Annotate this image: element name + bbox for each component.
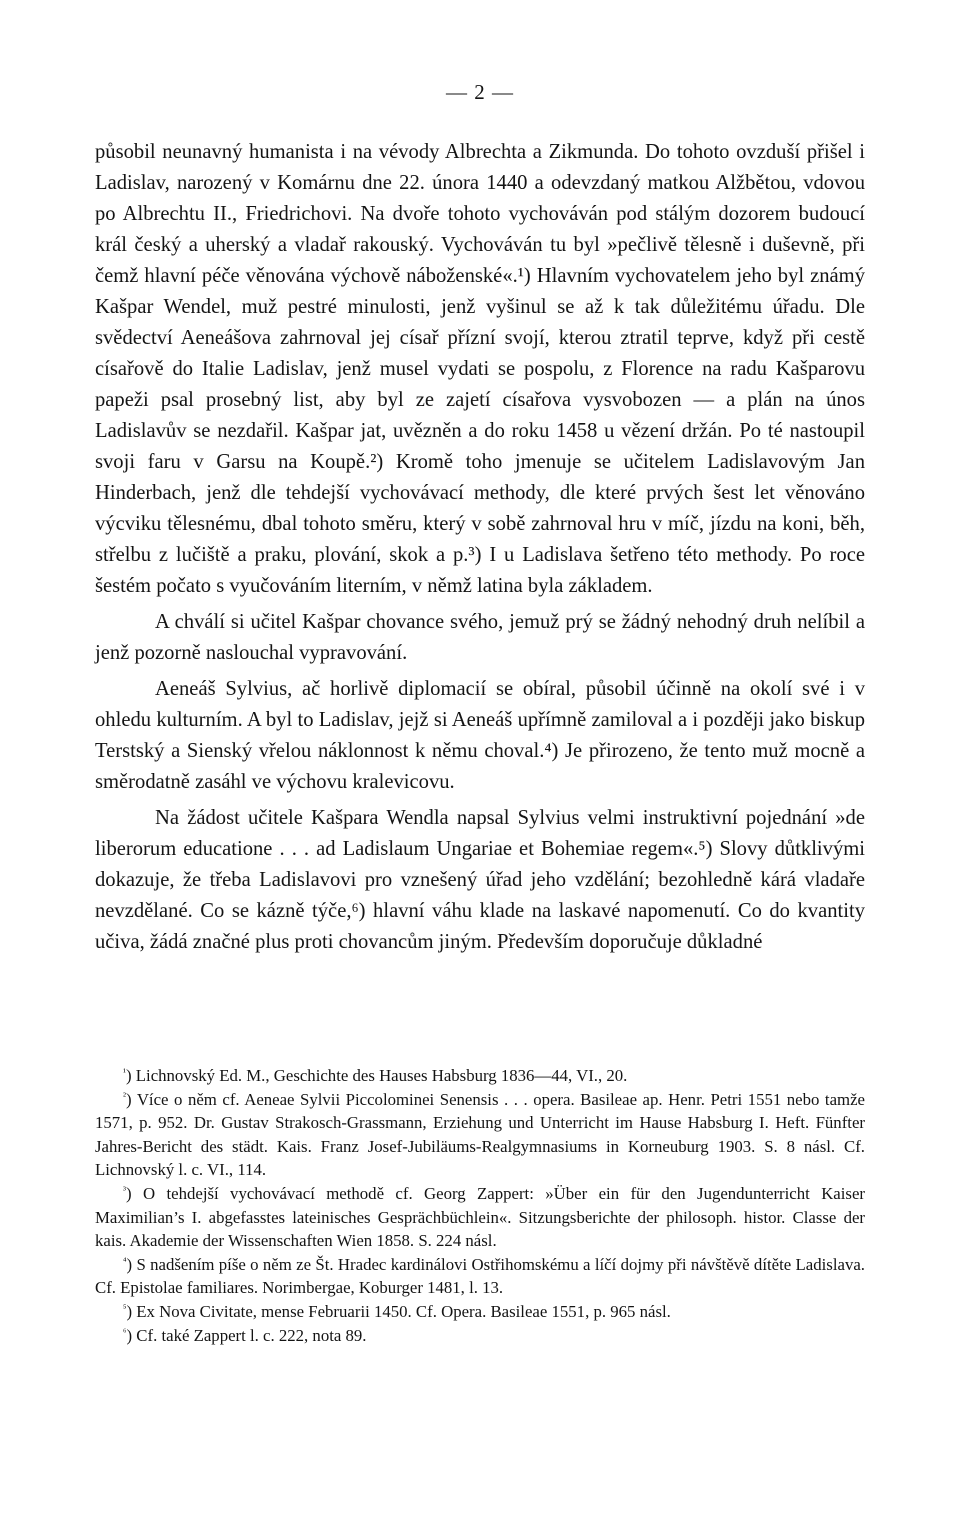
footnote-mark: ¹: [123, 1067, 126, 1078]
paragraph: Aeneáš Sylvius, ač horlivě diplomacií se obíral, působil účinně na okolí své i v ohledu kulturním. A byl to Ladislav, jejž si Aeneáš upřímně zamiloval a i později jako biskup Terstský a Sienský vřelou náklonnost k němu choval.⁴) Je přirozeno, že tento muž mocně a směrodatně zasáhl ve výchovu kralevicovu.: [95, 678, 865, 793]
footnote-mark: ⁶: [123, 1326, 127, 1338]
paragraph: Na žádost učitele Kašpara Wendla napsal Sylvius velmi instruktivní pojednání »de liberorum educatione . . . ad Ladislaum Ungariae et Bohemiae regem«.⁵) Slovy důtklivými dokazuje, že třeba Ladislavovi pro vznešený úřad jeho vzdělání; bezohledně kárá vladaře nevzdělané. Co se kázně týče,⁶) hlavní váhu klade na laskavé napomenutí. Co do kvantity učiva, žádá značné plus proti chovancům jiným. Především doporučuje důkladné: [95, 807, 865, 953]
footnote-text: ) Více o něm cf. Aeneae Sylvii Piccolominei Senensis . . . opera. Basileae ap. Henr. Petri 1551 nebo tamže 1571, p. 952. Dr. Gustav Strakosch-Grassmann, Erziehung und Unterricht im Hause Habsburg I. Heft. Fünfter Jahres-Bericht des städt. Kais. Franz Josef-Jubiläums-Realgymnasiums in Korneuburg 1903. S. 8 násl. Cf. Lichnovský l. c. VI., 114.: [95, 1089, 865, 1180]
footnote: [95, 1300, 865, 1324]
footnote: [95, 1182, 865, 1253]
footnote-text: ) Cf. také Zappert l. c. 222, nota 89.: [126, 1325, 367, 1345]
footnote-mark: ³: [123, 1184, 126, 1196]
footnote: [95, 1253, 865, 1300]
footnote: [95, 1064, 865, 1088]
footnote-text: ) Lichnovský Ed. M., Geschichte des Hauses Habsburg 1836—44, VI., 20.: [126, 1066, 628, 1085]
footnote: [95, 1088, 865, 1182]
footnote-text: ) Ex Nova Civitate, mense Februarii 1450. Cf. Opera. Basileae 1551, p. 965 násl.: [126, 1301, 671, 1321]
footnote-text: ) S nadšením píše o něm ze Št. Hradec kardinálovi Ostřihomskému a líčí dojmy při návštěvě dítěte Ladislava. Cf. Epistolae familiares. Norimbergae, Koburger 1481, l. 13.: [95, 1254, 865, 1298]
footnote-mark: ⁵: [123, 1302, 127, 1314]
footnote: [95, 1324, 865, 1348]
footnote-text: ) O tehdejší vychovávací methodě cf. Georg Zappert: »Über ein für den Jugendunterricht Kaiser Maximilian’s I. abgefasstes lateinisches Gesprächbüchlein«. Sitzungsberichte der philosoph. histor. Classe der kais. Akademie der Wissenschaften Wien 1858. S. 224 násl.: [95, 1183, 865, 1251]
paragraph: působil neunavný humanista i na vévody Albrechta a Zikmunda. Do tohoto ovzduší přišel i Ladislav, narozený v Komárnu dne 22. února 1440 a odevzdaný matkou Alžbětou, vdovou po Albrechtu II., Friedrichovi. Na dvoře tohoto vychováván pod stálým dozorem budoucí král český a uherský a vladař rakouský. Vychováván tu byl »pečlivě tělesně i duševně, při čemž hlavní péče věnována výchově náboženské«.¹) Hlavním vychovatelem jeho byl známý Kašpar Wendel, muž pestré minulosti, jenž vyšinul se až k tak důležitému úřadu. Dle svědectví Aeneášova zahrnoval jej císař přízní svojí, kterou ztratil teprve, když při cestě císařově do Italie Ladislav, jenž musel vydati se pospolu, z Florence na radu Kašparovu papeži psal prosebný list, aby byl ze zajetí císařova vysvobozen — a plán na únos Ladislavův se nezdařil. Kašpar jat, uvězněn a do roku 1458 u vězení držán. Po té nastoupil svoji faru v Garsu na Koupě.²) Kromě toho jmenuje se učitelem Ladislavovým Jan Hinderbach, jenž dle tehdejší vychovávací methody, dle které prvých šest let věnováno výcviku tělesnému, dbal tohoto směru, který v sobě zahrnoval hru v míč, jízdu na koni, běh, střelbu z lučiště a praku, plování, skok a p.³) I u Ladislava šetřeno této methody. Po roce šestém počato s vyučováním literním, v němž latina byla základem.: [95, 141, 865, 597]
page-number: — 2 —: [446, 80, 514, 104]
footnotes: [95, 1064, 865, 1347]
footnote-mark: ²: [123, 1090, 126, 1102]
body-text: [95, 137, 865, 958]
footnote-mark: ⁴: [123, 1255, 127, 1267]
paragraph: A chválí si učitel Kašpar chovance svého, jemuž prý se žádný nehodný druh nelíbil a jenž pozorně naslouchal vypravování.: [95, 611, 865, 664]
